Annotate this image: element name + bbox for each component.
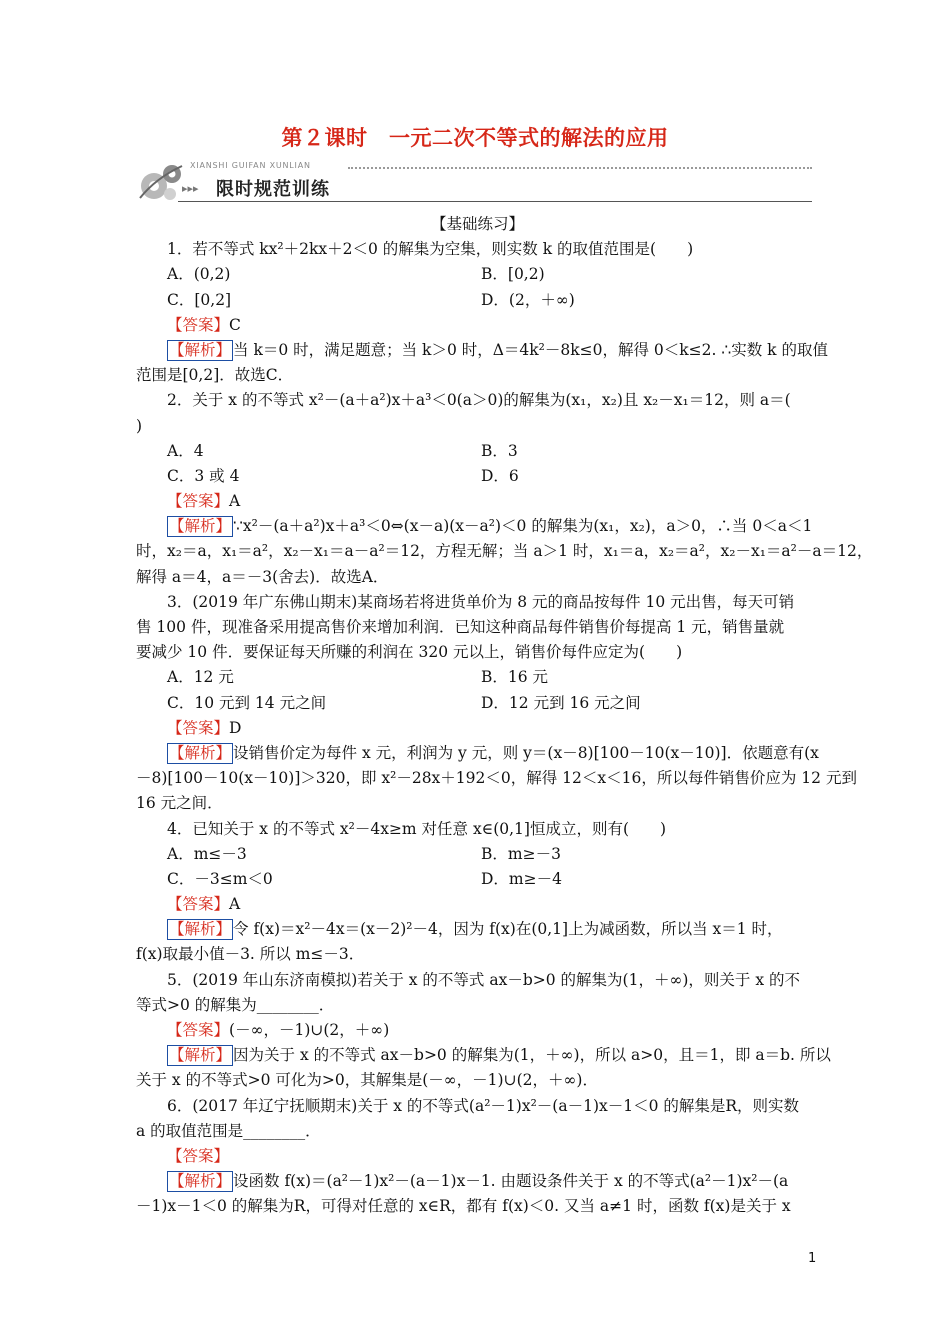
answer-tag: 【答案】: [167, 1146, 230, 1165]
explanation-tag: 【解析】: [169, 920, 232, 939]
explanation-text: ∵x²－(a＋a²)x＋a³＜0⇔(x－a)(x－a²)＜0 的解集为(x₁，x₂)，a＞0，∴当 0＜a＜1: [233, 517, 813, 536]
option-a: A．4: [167, 441, 204, 460]
explanation-tag: 【解析】: [169, 1046, 232, 1065]
question-5-explanation-line-1: [136, 1043, 831, 1068]
question-5-answer: [136, 1018, 819, 1043]
question-4-stem: 4．已知关于 x 的不等式 x²－4x≥m 对任意 x∈(0,1]恒成立，则有( ): [167, 819, 667, 838]
answer-value: A: [229, 492, 241, 511]
question-2-answer: [136, 489, 819, 514]
question-6-explanation-line-2: －1)x－1＜0 的解集为R，可得对任意的 x∈R，都有 f(x)＜0. 又当 a≠1 时，函数 f(x)是关于 x: [136, 1197, 791, 1216]
explanation-text: 因为关于 x 的不等式 ax－b>0 的解集为(1，＋∞)，所以 a>0，且＝1，即 a＝b. 所以: [233, 1046, 831, 1065]
option-c: C．－3≤m＜0: [167, 869, 273, 888]
question-3-stem-line-2: 售 100 件，现准备采用提高售价来增加利润．已知这种商品每件销售价每提高 1 元，销售量就: [136, 618, 785, 636]
question-3-options-row-1: [136, 665, 819, 690]
section-banner: [136, 158, 812, 206]
question-6-stem-line-2: a 的取值范围是________．: [136, 1121, 321, 1140]
question-2-stem-line-2: ): [136, 416, 143, 435]
question-2-explanation-line-3: 解得 a＝4，a＝－3(舍去)．故选A．: [136, 567, 389, 586]
option-c: C．10 元到 14 元之间: [167, 693, 327, 712]
question-3-explanation-line-3: 16 元之间．: [136, 794, 223, 813]
question-1-options-row-2: [136, 288, 819, 313]
question-4-explanation-line-2: f(x)取最小值－3. 所以 m≤－3．: [136, 945, 365, 964]
explanation-tag: 【解析】: [169, 743, 232, 762]
answer-tag: 【答案】: [167, 315, 230, 334]
banner-rule: [178, 201, 812, 202]
explanation-text: 设函数 f(x)＝(a²－1)x²－(a－1)x－1. 由题设条件关于 x 的不等式(a²－1)x²－(a: [233, 1172, 789, 1191]
option-b: B．[0,2): [481, 265, 545, 284]
option-d: D．(2，＋∞): [481, 290, 575, 309]
gears-logo-icon: [136, 158, 194, 204]
option-a: A．m≤－3: [167, 844, 247, 863]
question-1-explanation-line-2: 范围是[0,2]．故选C．: [136, 366, 294, 385]
explanation-text: 当 k＝0 时，满足题意；当 k＞0 时，Δ＝4k²－8k≤0，解得 0＜k≤2. ∴实数 k 的取值: [233, 340, 828, 359]
question-5-stem-line-1: 5．(2019 年山东济南模拟)若关于 x 的不等式 ax－b>0 的解集为(1，＋∞)，则关于 x 的不: [167, 970, 800, 989]
option-d: D．6: [481, 466, 519, 485]
question-2-options-row-1: [136, 439, 819, 464]
question-3-stem-line-1: 3．(2019 年广东佛山期末)某商场若将进货单价为 8 元的商品按每件 10 元出售，每天可销: [167, 592, 795, 611]
question-6-explanation-line-1: [136, 1169, 819, 1194]
option-a: A．12 元: [167, 668, 234, 687]
page-number: 1: [808, 1251, 817, 1266]
option-d: D．m≥－4: [481, 869, 562, 888]
question-3-options-row-2: [136, 691, 819, 716]
answer-tag: 【答案】: [167, 492, 230, 511]
explanation-tag: 【解析】: [169, 340, 232, 359]
explanation-text: 令 f(x)＝x²－4x＝(x－2)²－4，因为 f(x)在(0,1]上为减函数，所以当 x＝1 时，: [233, 920, 783, 939]
option-d: D．12 元到 16 元之间: [481, 693, 641, 712]
question-4-answer: [136, 892, 819, 917]
banner-pinyin: XIANSHI GUIFAN XUNLIAN: [190, 161, 311, 170]
question-1-stem: 1．若不等式 kx²＋2kx＋2＜0 的解集为空集，则实数 k 的取值范围是( ): [167, 240, 694, 259]
question-1-options-row-1: [136, 262, 819, 287]
question-3-stem-line-3: 要减少 10 件．要保证每天所赚的利润在 320 元以上，销售价每件应定为( ): [136, 643, 683, 662]
answer-value: C: [229, 315, 241, 334]
answer-tag: 【答案】: [167, 895, 230, 914]
banner-label: 限时规范训练: [216, 179, 330, 200]
banner-arrows-icon: ▸▸▸: [182, 182, 199, 195]
explanation-tag: 【解析】: [169, 1172, 232, 1191]
question-5-explanation-line-2: 关于 x 的不等式>0 可化为>0，其解集是(－∞，－1)∪(2，＋∞)．: [136, 1071, 598, 1090]
question-1-explanation-line-1: [136, 338, 828, 363]
question-3-explanation-line-1: [136, 741, 819, 766]
section-heading: 【基础练习】: [430, 215, 524, 233]
question-6-stem-line-1: 6．(2017 年辽宁抚顺期末)关于 x 的不等式(a²－1)x²－(a－1)x－1＜0 的解集是R，则实数: [167, 1096, 800, 1115]
question-2-options-row-2: [136, 464, 819, 489]
option-c: C．[0,2]: [167, 290, 232, 309]
question-4-options-row-2: [136, 867, 819, 892]
explanation-tag: 【解析】: [169, 517, 232, 536]
option-c: C．3 或 4: [167, 466, 240, 485]
option-a: A．(0,2): [167, 265, 231, 284]
question-4-explanation-line-1: [136, 917, 819, 942]
question-3-explanation-line-2: －8)[100－10(x－10)]＞320，即 x²－28x＋192＜0，解得 12＜x＜16，所以每件销售价应为 12 元到: [136, 769, 857, 788]
question-6-answer: [136, 1144, 819, 1169]
banner-dotted-rule: [348, 167, 812, 169]
option-b: B．16 元: [481, 668, 549, 687]
question-2-explanation-line-2: 时，x₂＝a，x₁＝a²，x₂－x₁＝a－a²＝12，方程无解；当 a＞1 时，x₁＝a，x₂＝a²，x₂－x₁＝a²－a＝12，: [136, 542, 873, 561]
page-title: 第２课时 一元二次不等式的解法的应用: [281, 126, 669, 150]
question-1-answer: [136, 313, 819, 338]
question-4-options-row-1: [136, 842, 819, 867]
question-2-stem-line-1: 2．关于 x 的不等式 x²－(a＋a²)x＋a³＜0(a＞0)的解集为(x₁，x₂)且 x₂－x₁＝12，则 a＝(: [167, 391, 791, 410]
question-3-answer: [136, 716, 819, 741]
option-b: B．m≥－3: [481, 844, 561, 863]
question-2-explanation-line-1: [136, 514, 819, 539]
answer-value: A: [229, 895, 241, 914]
answer-value: D: [229, 718, 242, 737]
answer-value: (－∞，－1)∪(2，＋∞): [229, 1021, 390, 1039]
answer-tag: 【答案】: [167, 718, 230, 737]
question-5-stem-line-2: 等式>0 的解集为________．: [136, 995, 335, 1014]
answer-tag: 【答案】: [167, 1021, 230, 1039]
exercise-content: [136, 212, 873, 1220]
explanation-text: 设销售价定为每件 x 元，利润为 y 元，则 y＝(x－8)[100－10(x－10)]．依题意有(x: [233, 743, 819, 762]
option-b: B．3: [481, 441, 518, 460]
